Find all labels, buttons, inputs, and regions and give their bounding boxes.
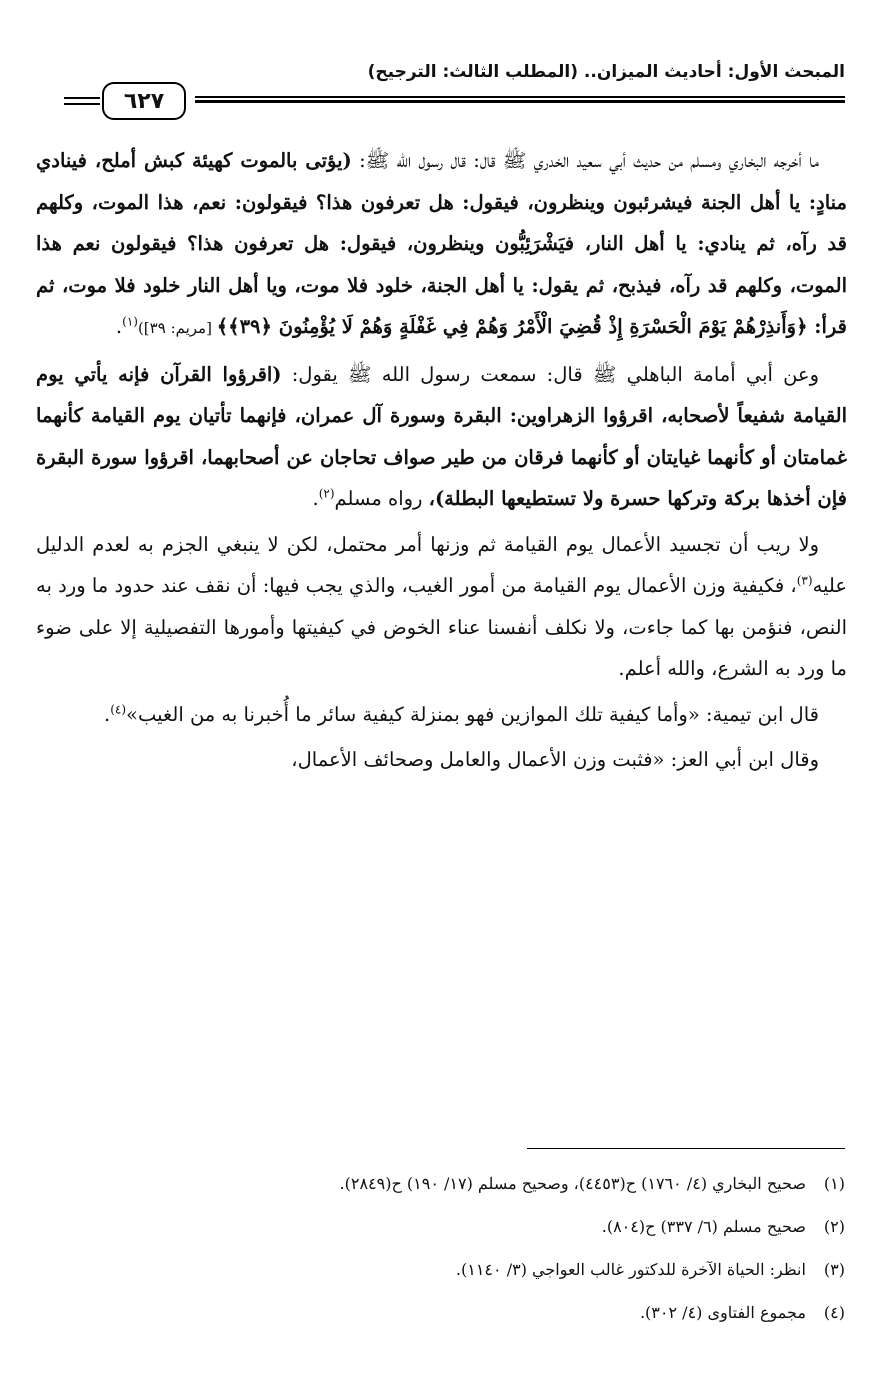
paragraph-4-text: قال ابن تيمية: «وأما كيفية تلك الموازين فهو بمنزلة كيفية سائر ما أُخبرنا به من الغيب» — [126, 702, 819, 726]
footnote-ref-2: (٢) — [318, 486, 335, 501]
header-rule — [195, 96, 845, 103]
paragraph-1: ما أخرجه البخاري ومسلم من حديث أبي سعيد الخدري ﷺ قال: قال رسول الله ﷺ: (يؤتى بالموت كهيئة كبش أملح، فينادي منادٍ: يا أهل الجنة فيشرئبون وينظرون، فيقول: هل تعرفون هذا؟ فيقولون: نعم، هذا الموت، وكلهم قد رآه، ثم ينادي: يا أهل النار، فيَشْرَئِبُّون وينظرون، فيقول: هل تعرفون هذا؟ فيقولون نعم هذا الموت، وكلهم قد رآه، فيذبح، ثم يقول: يا أهل الجنة، خلود فلا موت، ويا أهل النار خلود فلا موت، ثم قرأ: ﴿وَأَنذِرْهُمْ يَوْمَ الْحَسْرَةِ إِذْ قُضِيَ الْأَمْرُ وَهُمْ فِي غَفْلَةٍ وَهُمْ لَا يُؤْمِنُونَ ﴿٣٩﴾﴾ [مريم: ٣٩])$^{(١)}$. — [36, 149, 847, 338]
paragraph-2: وعن أبي أمامة الباهلي ﷺ قال: سمعت رسول الله ﷺ يقول: (اقرؤوا القرآن فإنه يأتي يوم القيامة شفيعاً لأصحابه، اقرؤوا الزهراوين: البقرة وسورة آل عمران، فإنهما تأتيان يوم القيامة كأنهما غمامتان أو كأنهما غيايتان أو كأنهما فرقان من طير صواف تحاجان عن أصحابهما، اقرؤوا سورة البقرة فإن أخذها بركة وتركها حسرة ولا تستطيعها البطلة)، رواه مسلم$^{(٢)}$. — [36, 362, 847, 510]
paragraph-3 — [36, 524, 847, 690]
paragraph-5 — [36, 739, 847, 781]
footnote-item — [40, 1291, 845, 1334]
main-text — [36, 140, 847, 785]
footnote-item — [40, 1205, 845, 1248]
footnote-ref-4: (٤) — [110, 702, 127, 716]
page-number-rule-top — [64, 97, 100, 99]
footnote-number: (٤) — [823, 1303, 845, 1322]
hadith-text-1: (يؤتى بالموت كهيئة كبش أملح، فينادي منادٍ: يا أهل الجنة فيشرئبون وينظرون، فيقول: هل تعرفون هذا؟ فيقولون: نعم، هذا الموت، وكلهم قد رآه، ثم ينادي: يا أهل النار، فيَشْرَئِبُّون وينظرون، فيقول: هل تعرفون هذا؟ فيقولون نعم هذا الموت، وكلهم قد رآه، فيذبح، ثم يقول: يا أهل الجنة، خلود فلا موت، ويا أهل النار خلود فلا موت، ثم قرأ: — [36, 149, 847, 338]
paragraph-5-text: وقال ابن أبي العز: «فثبت وزن الأعمال والعامل وصحائف الأعمال، — [291, 748, 819, 771]
paragraph-2-intro: وعن أبي أمامة الباهلي ﷺ قال: سمعت رسول الله ﷺ يقول: — [281, 362, 819, 386]
footnote-text: انظر: الحياة الآخرة للدكتور غالب العواجي (٣/ ١١٤٠). — [455, 1260, 806, 1279]
paragraph-1-intro: ما أخرجه البخاري ومسلم من حديث أبي سعيد الخدري ﷺ قال: قال رسول الله ﷺ: — [351, 149, 819, 172]
footnote-item — [40, 1162, 845, 1205]
footnote-ref-3: (٣) — [796, 573, 813, 588]
paragraph-3-part-a: ولا ريب أن تجسيد الأعمال يوم القيامة ثم وزنها أمر محتمل، لكن لا ينبغي الجزم به لعدم الدليل عليه — [36, 532, 847, 597]
paragraph-3-part-b: ، فكيفية وزن الأعمال يوم القيامة من أمور الغيب، والذي يجب فيها: أن نقف عند حدود ما ورد به النص، فنؤمن بها كما جاءت، ولا نكلف أنفسنا عناء الخوض في كيفيتها وأمورها التفصيلية إلا على ضوء ما ورد به الشرع، والله أعلم. — [36, 574, 847, 680]
paragraph-2-tail: رواه مسلم — [334, 487, 429, 510]
footnote-ref-1: (١) — [122, 314, 138, 329]
footnote-number: (٣) — [823, 1260, 845, 1279]
footnote-text: صحيح البخاري (٤/ ١٧٦٠) ح(٤٤٥٣)، وصحيح مسلم (١٧/ ١٩٠) ح(٢٨٤٩). — [339, 1174, 806, 1193]
footnote-number: (١) — [823, 1174, 845, 1193]
footnote-number: (٢) — [823, 1217, 845, 1236]
footnote-separator — [527, 1148, 845, 1149]
footnote-text: صحيح مسلم (٦/ ٣٣٧) ح(٨٠٤). — [601, 1217, 806, 1236]
page-number: ٦٢٧ — [102, 82, 186, 120]
footnote-text: مجموع الفتاوى (٤/ ٣٠٢). — [639, 1303, 806, 1322]
verse-reference: [مريم: ٣٩]) — [137, 319, 217, 337]
hadith-text-2: (اقرؤوا القرآن فإنه يأتي يوم القيامة شفيعاً لأصحابه، اقرؤوا الزهراوين: البقرة وسورة آل عمران، فإنهما تأتيان يوم القيامة كأنهما غمامتان أو كأنهما غيايتان أو كأنهما فرقان من طير صواف تحاجان عن أصحابهما، اقرؤوا سورة البقرة فإن أخذها بركة وتركها حسرة ولا تستطيعها البطلة)، — [36, 362, 847, 510]
footnotes — [40, 1162, 845, 1334]
running-header: المبحث الأول: أحاديث الميزان.. (المطلب الثالث: الترجيح) — [367, 62, 845, 82]
quran-verse: ﴿وَأَنذِرْهُمْ يَوْمَ الْحَسْرَةِ إِذْ قُضِيَ الْأَمْرُ وَهُمْ فِي غَفْلَةٍ وَهُمْ لَا يُؤْمِنُونَ ﴿٣٩﴾﴾ — [216, 315, 808, 338]
page-number-rule-bottom — [64, 103, 100, 105]
footnote-item — [40, 1248, 845, 1291]
paragraph-4: قال ابن تيمية: «وأما كيفية تلك الموازين فهو بمنزلة كيفية سائر ما أُخبرنا به من الغيب»$^{(٤)}$. — [103, 702, 819, 726]
